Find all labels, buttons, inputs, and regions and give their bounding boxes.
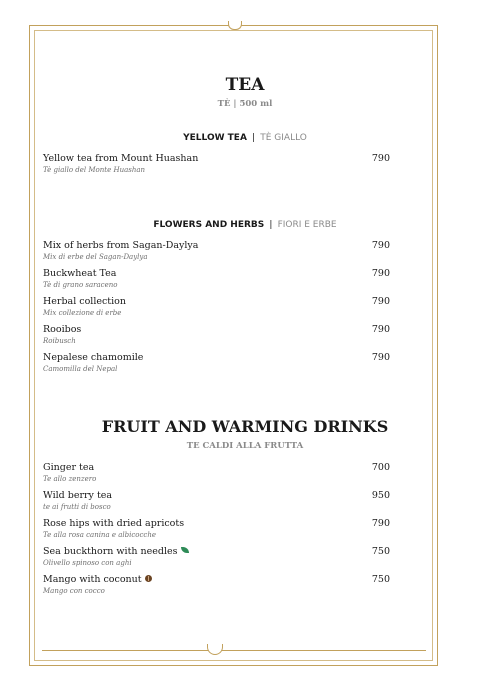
menu-item-nepalese-chamomile	[43, 352, 390, 374]
item-name: Rose hips with dried apricots	[43, 518, 185, 529]
item-translation: Tè di grano saraceno	[43, 281, 118, 289]
section-separator: |	[269, 220, 273, 230]
item-name-row	[43, 574, 390, 586]
item-name: Wild berry tea	[43, 490, 113, 501]
item-translation: Te alla rosa canina e albicocche	[43, 531, 156, 539]
item-price: 790	[371, 518, 390, 529]
item-name: Mix of herbs from Sagan-Daylya	[43, 240, 199, 251]
menu-item-herbal-collection	[43, 296, 390, 318]
item-translation: Olivello spinoso con aghi	[43, 559, 132, 567]
item-price: 700	[371, 462, 390, 473]
item-name: Buckwheat Tea	[43, 268, 117, 279]
item-name: Herbal collection	[43, 296, 127, 307]
section-translation: TÈ GIALLO	[260, 133, 307, 143]
item-translation: Mango con cocco	[43, 587, 105, 595]
item-translation: Camomilla del Nepal	[43, 365, 118, 373]
item-name-row	[43, 546, 390, 558]
item-name: Ginger tea	[43, 462, 95, 473]
item-name: Nepalese chamomile	[43, 352, 144, 363]
menu-item-buckwheat-tea	[43, 268, 390, 290]
menu-item-rooibos	[43, 324, 390, 346]
item-name: Mango with coconut	[43, 574, 142, 585]
item-price: 950	[371, 490, 390, 501]
menu-item-yellow-tea	[43, 153, 390, 175]
section-separator: |	[252, 133, 256, 143]
item-price: 790	[371, 352, 390, 363]
section-heading-flowers-herbs	[0, 220, 490, 230]
item-translation: te ai frutti di bosco	[43, 503, 111, 511]
item-translation: Tè giallo del Monte Huashan	[43, 166, 146, 174]
item-price: 790	[371, 296, 390, 307]
item-price: 790	[371, 268, 390, 279]
bottom-divider	[42, 650, 426, 651]
leaf-icon	[181, 547, 189, 553]
coffee-bean-icon	[145, 575, 152, 582]
section-heading-text: FLOWERS AND HERBS	[153, 220, 265, 230]
item-price: 750	[371, 574, 390, 585]
item-price: 790	[371, 240, 390, 251]
item-price: 790	[371, 153, 390, 164]
item-translation: Mix collezione di erbe	[43, 309, 122, 317]
item-name: Yellow tea from Mount Huashan	[43, 153, 199, 164]
menu-item-wild-berry-tea	[43, 490, 390, 512]
item-name: Sea buckthorn with needles	[43, 546, 178, 557]
item-translation: Roibusch	[43, 337, 76, 345]
section-subtitle-fruit-drinks: TE CALDI ALLA FRUTTA	[186, 441, 304, 451]
item-translation: Mix di erbe del Sagan-Daylya	[43, 253, 148, 261]
page-title: TEA	[225, 75, 265, 95]
item-translation: Te allo zenzero	[43, 475, 97, 483]
menu-item-rose-hips	[43, 518, 390, 540]
menu-item-ginger-tea	[43, 462, 390, 484]
menu-item-sea-buckthorn	[43, 546, 390, 568]
menu-item-sagan-daylya	[43, 240, 390, 262]
menu-item-mango-coconut	[43, 574, 390, 596]
section-translation: FIORI E ERBE	[277, 220, 337, 230]
item-price: 790	[371, 324, 390, 335]
section-heading-text: YELLOW TEA	[183, 133, 247, 143]
section-title-fruit-drinks: FRUIT AND WARMING DRINKS	[101, 417, 389, 436]
section-heading-yellow-tea	[0, 133, 490, 143]
item-price: 750	[371, 546, 390, 557]
item-name: Rooibos	[43, 324, 82, 335]
page-subtitle: TÈ | 500 ml	[217, 99, 273, 109]
